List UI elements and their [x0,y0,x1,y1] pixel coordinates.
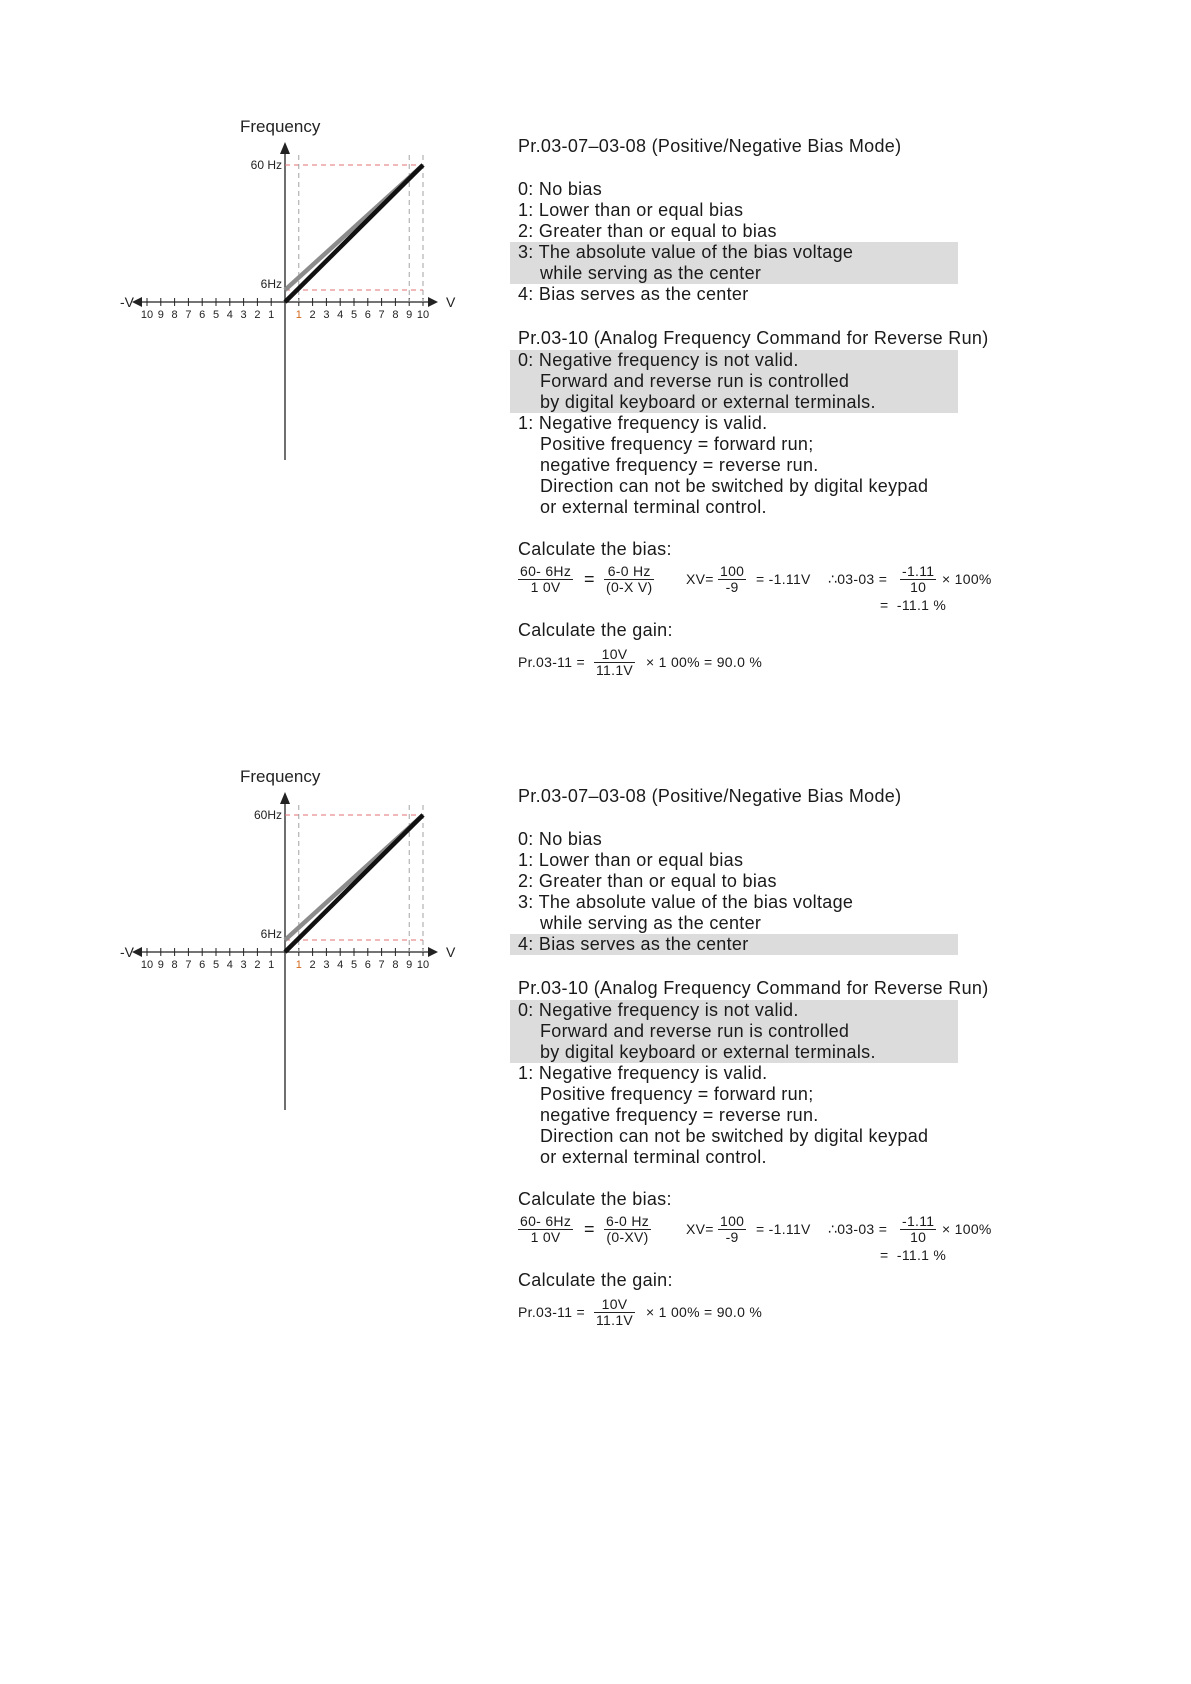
x-tick-label-pos: 7 [378,959,385,971]
reverse-run-title: Pr.03-10 (Analog Frequency Command for Reverse Run) [518,978,989,998]
y-axis-arrow [280,792,290,804]
gain-fraction: $\frac{10V}{11.1V}$ [596,646,634,678]
fraction-3: $\frac{100}{-9}$ [720,563,745,595]
reverse-option-0-highlighted [510,350,958,413]
fraction-4: $\frac{-1.11}{10}$ [902,563,935,595]
x-tick-label-neg: 9 [157,309,164,321]
reverse-option-1-line5: or external terminal control. [540,1147,767,1167]
reverse-option-0-line2: Forward and reverse run is controlled [540,371,850,391]
bias-result: = -11.1 % [880,1247,947,1263]
bias-curve-black [285,165,423,302]
fraction-4: $\frac{-1.11}{10}$ [902,1213,935,1245]
gain-result: × 1 00% = 90.0 % [646,654,763,670]
y-axis-arrow [280,142,290,154]
bias-option-1: 1: Lower than or equal bias [518,200,744,220]
reverse-option-0-line2: Forward and reverse run is controlled [540,1021,850,1041]
equals-sign: = [584,569,595,589]
bias-mode-options [518,829,1058,955]
fraction-1: $\frac{60- 6Hz}{1 0V}$ [520,1213,572,1245]
x-tick-label-neg: 10 [140,959,154,971]
fraction-2: $\frac{6-0 Hz}{\text{(0-X V)}}$ [606,563,653,595]
reverse-option-1-line2: Positive frequency = forward run; [540,1084,814,1104]
x-tick-label-pos: 5 [350,959,358,971]
x-tick-label-pos: 4 [337,959,344,971]
bias-mode-example-1 [0,110,1191,730]
bias-option-3: 3: The absolute value of the bias voltage [518,892,854,912]
fraction-1: $\frac{60- 6Hz}{1 0V}$ [520,563,572,595]
x-tick-label-pos: 1 [295,959,302,971]
bias-formula [518,1210,1058,1263]
y-axis-title: Frequency [240,767,321,786]
x-tick-label-neg: 1 [268,309,275,321]
reverse-option-1: 1: Negative frequency is valid. [518,413,768,433]
x-tick-label-neg: 6 [199,959,206,971]
x-tick-label-pos: 10 [416,309,430,321]
xv-label: XV= [686,571,714,587]
bias-mode-title: Pr.03-07–03-08 (Positive/Negative Bias Mode) [518,786,902,806]
x-tick-label-pos: 8 [392,309,399,321]
y-tick-6hz: 6Hz [260,277,282,291]
x-tick-label-neg: 8 [171,959,178,971]
x-tick-label-pos: 4 [337,309,344,321]
parameter-description [518,784,1058,1331]
x-tick-label-neg: 4 [226,309,233,321]
bias-option-3-cont: while serving as the center [540,263,762,283]
x-tick-label-neg: 6 [199,309,206,321]
x-tick-label-pos: 5 [350,309,358,321]
x-tick-label-pos: 2 [309,959,316,971]
x-tick-label-pos: 10 [416,959,430,971]
bias-mode-example-2 [0,760,1191,1380]
gain-formula [518,1291,1058,1331]
xv-result: = -1.11V [756,571,811,587]
graph-svg [120,760,500,1170]
calc-bias-label: Calculate the bias: [518,1189,672,1209]
gain-result: × 1 00% = 90.0 % [646,1304,763,1320]
x-tick-label-pos: 9 [406,959,413,971]
x-tick-label-pos: 3 [323,309,330,321]
x-tick-label-neg: 5 [212,309,220,321]
y-tick-60hz: 60Hz [253,808,282,822]
x-tick-label-pos: 1 [295,309,302,321]
x-tick-label-pos: 3 [323,959,330,971]
neg-axis-label: -V [120,294,134,310]
bias-option-3-highlighted [510,242,958,284]
x-tick-label-neg: 4 [226,959,233,971]
reverse-option-1: 1: Negative frequency is valid. [518,1063,768,1083]
bias-curve-black [285,815,423,952]
reverse-option-0: 0: Negative frequency is not valid. [518,350,799,370]
x-axis-pos-arrow [428,297,438,307]
bias-result: = -11.1 % [880,597,947,613]
reverse-option-1-line4: Direction can not be switched by digital keypad [540,1126,929,1146]
xv-label: XV= [686,1221,714,1237]
bias-option-0: 0: No bias [518,179,603,199]
x-tick-label-neg: 8 [171,309,178,321]
times-percent: × 100% [942,571,992,587]
y-tick-6hz: 6Hz [260,927,282,941]
pos-axis-label: V [446,294,456,310]
reverse-option-1-line5: or external terminal control. [540,497,767,517]
x-tick-label-neg: 10 [140,309,154,321]
x-tick-label-neg: 9 [157,959,164,971]
reverse-option-1-line4: Direction can not be switched by digital keypad [540,476,929,496]
bias-option-3: 3: The absolute value of the bias voltage [518,242,854,262]
bias-option-3-cont: while serving as the center [540,913,762,933]
param-03-03-label: ∴03-03 = [828,1221,888,1237]
bias-option-1: 1: Lower than or equal bias [518,850,744,870]
neg-axis-label: -V [120,944,134,960]
x-tick-label-neg: 3 [240,309,247,321]
param-03-03-label: ∴03-03 = [828,571,888,587]
bias-mode-options [518,179,1058,305]
x-tick-label-neg: 2 [254,959,261,971]
x-tick-label-pos: 2 [309,309,316,321]
reverse-option-1-line3: negative frequency = reverse run. [540,455,819,475]
calc-bias-label: Calculate the bias: [518,539,672,559]
pos-axis-label: V [446,944,456,960]
times-percent: × 100% [942,1221,992,1237]
frequency-voltage-graph [120,760,500,1170]
bias-option-2: 2: Greater than or equal to bias [518,221,777,241]
parameter-description [518,134,1058,681]
reverse-option-0-line3: by digital keyboard or external terminals. [540,1042,876,1062]
gain-param-label: Pr.03-11 = [518,654,585,670]
calc-gain-label: Calculate the gain: [518,620,673,640]
x-axis-pos-arrow [428,947,438,957]
equals-sign: = [584,1219,595,1239]
fraction-2: $\frac{6-0 Hz}{(0-XV)}$ [606,1213,650,1245]
bias-formula [518,560,1058,613]
x-tick-label-neg: 5 [212,959,220,971]
y-tick-60hz: 60 Hz [250,158,282,172]
x-tick-label-neg: 2 [254,309,261,321]
gain-formula [518,641,1058,681]
gain-fraction: $\frac{10V}{11.1V}$ [596,1296,634,1328]
bias-mode-title: Pr.03-07–03-08 (Positive/Negative Bias Mode) [518,136,902,156]
bias-option-4-highlighted [510,934,958,955]
reverse-run-title: Pr.03-10 (Analog Frequency Command for Reverse Run) [518,328,989,348]
y-axis-title: Frequency [240,117,321,136]
reverse-option-1-line2: Positive frequency = forward run; [540,434,814,454]
reverse-option-1-line3: negative frequency = reverse run. [540,1105,819,1125]
bias-option-2: 2: Greater than or equal to bias [518,871,777,891]
frequency-voltage-graph [120,110,500,520]
x-tick-label-pos: 6 [364,959,371,971]
x-tick-label-pos: 9 [406,309,413,321]
xv-result: = -1.11V [756,1221,811,1237]
calc-gain-label: Calculate the gain: [518,1270,673,1290]
graph-svg [120,110,500,520]
x-tick-label-neg: 7 [185,309,192,321]
x-tick-label-pos: 6 [364,309,371,321]
fraction-3: $\frac{100}{-9}$ [720,1213,745,1245]
gain-param-label: Pr.03-11 = [518,1304,585,1320]
x-tick-label-pos: 7 [378,309,385,321]
reverse-option-0-highlighted [510,1000,958,1063]
x-tick-label-pos: 8 [392,959,399,971]
reverse-option-0-line3: by digital keyboard or external terminals. [540,392,876,412]
reverse-option-0: 0: Negative frequency is not valid. [518,1000,799,1020]
x-tick-label-neg: 1 [268,959,275,971]
x-tick-label-neg: 3 [240,959,247,971]
bias-option-4: 4: Bias serves as the center [518,934,749,954]
x-tick-label-neg: 7 [185,959,192,971]
bias-option-0: 0: No bias [518,829,603,849]
bias-option-4: 4: Bias serves as the center [518,284,749,304]
